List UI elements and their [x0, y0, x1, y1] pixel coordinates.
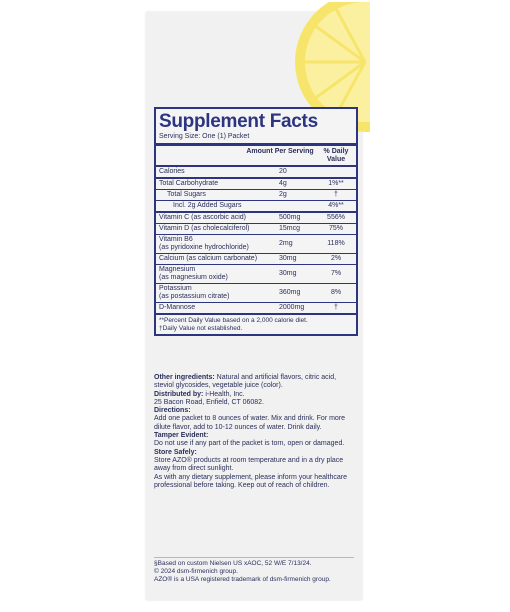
footer-line: AZO® is a USA registered trademark of dsm-firmenich group.	[154, 576, 331, 583]
nutrient-dv: 118%	[327, 240, 345, 247]
nutrient-dv: 2%	[330, 255, 342, 262]
nutrient-row	[156, 254, 356, 265]
nutrient-row	[156, 284, 356, 303]
dv-header: % Daily Value	[323, 148, 349, 163]
nutrient-name: Vitamin D (as cholecalciferol)	[159, 225, 250, 232]
nutrient-row	[156, 179, 356, 190]
store-text: Store AZO® products at room temperature and in a dry place away from direct sunlight.	[154, 456, 344, 473]
nutrient-amount: 360mg	[279, 289, 301, 296]
supplement-facts-table	[154, 107, 358, 336]
nutrient-dv: 556%	[327, 214, 345, 221]
directions-text: Add one packet to 8 ounces of water. Mix and drink. For more dilute flavor, add to 10-12 ounces of water. Drink daily.	[154, 415, 346, 431]
tamper-text: Do not use if any part of the packet is torn, open or damaged.	[154, 440, 345, 448]
nutrient-dv: 1%**	[328, 180, 344, 187]
nutrient-row	[156, 235, 356, 254]
facts-title: Supplement Facts	[159, 111, 318, 132]
nutrient-dv: †	[334, 191, 338, 198]
nutrient-row	[156, 167, 356, 179]
nutrient-dv: 7%	[330, 270, 342, 277]
nutrient-amount: 30mg	[279, 270, 297, 277]
nutrient-name: Vitamin C (as ascorbic acid)	[159, 214, 247, 221]
nutrient-row	[156, 224, 356, 235]
note-line: †Daily Value not established.	[159, 324, 243, 332]
note-line: **Percent Daily Value based on a 2,000 calorie diet.	[159, 317, 308, 324]
nutrient-name: Magnesium (as magnesium oxide)	[159, 266, 228, 281]
nutrient-amount: 15mcg	[279, 225, 301, 232]
product-panel	[146, 12, 362, 600]
nutrient-amount: 20	[279, 168, 287, 175]
other-ingredients: Other ingredients: Natural and artificial flavors, citric acid, steviol glycosides, vegetable juice (color).	[154, 374, 337, 390]
nutrient-row	[156, 201, 356, 213]
amount-header: Amount Per Serving	[246, 148, 314, 155]
nutrient-name: Total Sugars	[167, 191, 206, 198]
tamper-heading: Tamper Evident:	[154, 432, 209, 440]
serving-size: Serving Size: One (1) Packet	[156, 133, 356, 146]
facts-header	[156, 146, 356, 167]
facts-rows	[156, 167, 356, 315]
nutrient-dv: 8%	[330, 289, 342, 296]
label-text	[154, 374, 356, 490]
nutrient-amount: 2mg	[279, 240, 293, 247]
facts-notes	[156, 315, 356, 334]
directions-heading: Directions:	[154, 407, 191, 415]
nutrient-dv: 75%	[328, 225, 343, 232]
distributor-address: 25 Bacon Road, Enfield, CT 06082.	[154, 398, 265, 406]
nutrient-amount: 2g	[279, 191, 287, 198]
nutrient-amount: 30mg	[279, 255, 297, 262]
nutrient-name: Incl. 2g Added Sugars	[173, 202, 242, 209]
warning-text: As with any dietary supplement, please inform your healthcare professional before taking. Keep out of reach of children.	[154, 473, 347, 489]
distributor: Distributed by: i-Health, Inc.	[154, 390, 245, 398]
nutrient-name: Vitamin B6 (as pyridoxine hydrochloride)	[159, 236, 249, 251]
footer-line: © 2024 dsm-firmenich group.	[154, 568, 238, 575]
nutrient-row	[156, 265, 356, 284]
nutrient-name: Calories	[159, 168, 185, 175]
nutrient-name: D-Mannose	[159, 304, 196, 311]
nutrient-dv: †	[334, 304, 338, 311]
footer-notes	[154, 555, 354, 584]
nutrient-row	[156, 213, 356, 224]
nutrient-name: Calcium (as calcium carbonate)	[159, 255, 258, 262]
store-heading: Store Safely:	[154, 448, 197, 456]
nutrient-name: Total Carbohydrate	[159, 180, 219, 187]
nutrient-amount: 2000mg	[279, 304, 305, 311]
footer-line: §Based on custom Nielsen US xAOC, 52 W/E 7/13/24.	[154, 560, 312, 567]
nutrient-amount: 500mg	[279, 214, 301, 221]
nutrient-row	[156, 303, 356, 315]
nutrient-row	[156, 190, 356, 201]
nutrient-amount: 4g	[279, 180, 287, 187]
nutrient-dv: 4%**	[328, 202, 344, 209]
divider	[154, 557, 354, 558]
nutrient-name: Potassium (as postassium citrate)	[159, 285, 230, 300]
